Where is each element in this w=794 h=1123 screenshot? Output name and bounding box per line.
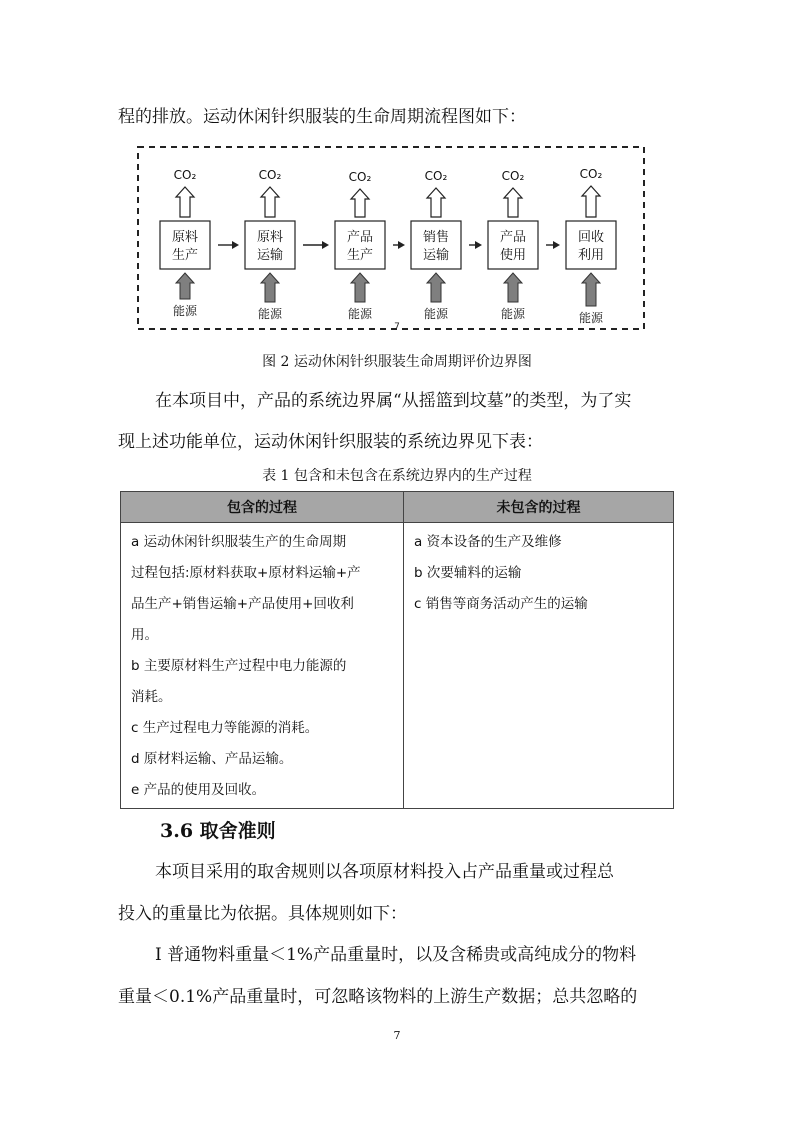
energy-label: 能源 — [578, 311, 604, 325]
flow-arrowhead — [553, 241, 560, 249]
energy-label: 能源 — [500, 307, 526, 321]
table-header-row — [121, 492, 674, 523]
page-number: 7 — [393, 1029, 401, 1042]
paragraph-3-line-2: 重量＜0.1%产品重量时，可忽略该物料的上游生产数据；总共忽略的 — [118, 987, 638, 1007]
energy-arrow — [582, 273, 600, 306]
energy-label: 能源 — [172, 304, 198, 318]
stage-label: 销售 — [422, 230, 450, 245]
emission-arrow — [351, 189, 369, 217]
emission-arrow — [582, 186, 600, 217]
stage-label: 使用 — [499, 248, 527, 263]
included-line: a 运动休闲针织服装生产的生命周期 — [131, 534, 347, 550]
co2-label: CO₂ — [579, 167, 603, 181]
stage-label: 生产 — [171, 248, 199, 263]
excluded-line: a 资本设备的生产及维修 — [414, 534, 562, 550]
flow-arrowhead — [475, 241, 482, 249]
emission-arrow — [261, 187, 279, 217]
stage-label: 原料 — [171, 230, 199, 245]
section-heading: 3.6 取舍准则 — [160, 820, 276, 842]
co2-label: CO₂ — [501, 169, 525, 183]
co2-label: CO₂ — [424, 169, 448, 183]
excluded-line: c 销售等商务活动产生的运输 — [414, 596, 588, 612]
paragraph-2-line-2: 投入的重量比为依据。具体规则如下： — [118, 904, 407, 924]
life-cycle-boundary-diagram — [137, 146, 645, 330]
included-line: d 原材料运输、产品运输。 — [131, 751, 293, 767]
energy-arrow — [427, 273, 445, 302]
energy-label: 能源 — [423, 307, 449, 321]
included-line: e 产品的使用及回收。 — [131, 782, 266, 798]
flow-arrowhead — [232, 241, 239, 249]
included-line: 消耗。 — [131, 689, 172, 705]
excluded-line: b 次要辅料的运输 — [414, 565, 522, 581]
included-line: b 主要原材料生产过程中电力能源的 — [131, 658, 347, 674]
table-row — [121, 523, 674, 809]
included-line: 品生产+销售运输+产品使用+回收利 — [131, 596, 354, 612]
header-included: 包含的过程 — [121, 492, 404, 523]
included-line: 用。 — [131, 627, 158, 643]
included-line: 过程包括:原材料获取+原材料运输+产 — [131, 565, 361, 581]
emission-arrow — [427, 188, 445, 217]
energy-arrow — [261, 273, 279, 302]
flow-arrowhead — [322, 241, 329, 249]
system-boundary-table — [120, 491, 674, 809]
energy-label: 能源 — [347, 307, 373, 321]
stage-label: 利用 — [577, 248, 605, 263]
stray-mark: 7 — [394, 322, 400, 330]
stage-label: 生产 — [346, 248, 374, 263]
co2-label: CO₂ — [258, 168, 282, 182]
intro-line: 程的排放。运动休闲针织服装的生命周期流程图如下： — [118, 107, 526, 127]
emission-arrow — [176, 187, 194, 217]
header-excluded: 未包含的过程 — [404, 492, 674, 523]
co2-label: CO₂ — [173, 168, 197, 182]
figure-caption: 图 2 运动休闲针织服装生命周期评价边界图 — [262, 354, 532, 370]
excluded-cell — [404, 523, 674, 809]
stage-label: 回收 — [577, 230, 605, 245]
energy-arrow — [351, 273, 369, 302]
energy-label: 能源 — [257, 307, 283, 321]
co2-label: CO₂ — [348, 170, 372, 184]
paragraph-1-line-2: 现上述功能单位，运动休闲针织服装的系统边界见下表： — [118, 432, 543, 452]
emission-arrow — [504, 188, 522, 217]
stage-label: 产品 — [346, 230, 374, 245]
table-caption: 表 1 包含和未包含在系统边界内的生产过程 — [262, 468, 532, 484]
energy-arrow — [504, 273, 522, 302]
stage-label: 原料 — [256, 230, 284, 245]
energy-arrow — [176, 273, 194, 299]
included-line: c 生产过程电力等能源的消耗。 — [131, 720, 319, 736]
paragraph-3-line-1: I 普通物料重量＜1%产品重量时，以及含稀贵或高纯成分的物料 — [155, 945, 637, 965]
stage-label: 运输 — [422, 248, 450, 263]
stage-label: 产品 — [499, 230, 527, 245]
stage-label: 运输 — [256, 248, 284, 263]
paragraph-1-line-1: 在本项目中，产品的系统边界属“从摇篮到坟墓”的类型，为了实 — [155, 391, 632, 411]
flow-arrowhead — [398, 241, 405, 249]
paragraph-2-line-1: 本项目采用的取舍规则以各项原材料投入占产品重量或过程总 — [155, 862, 614, 882]
included-cell — [121, 523, 404, 809]
